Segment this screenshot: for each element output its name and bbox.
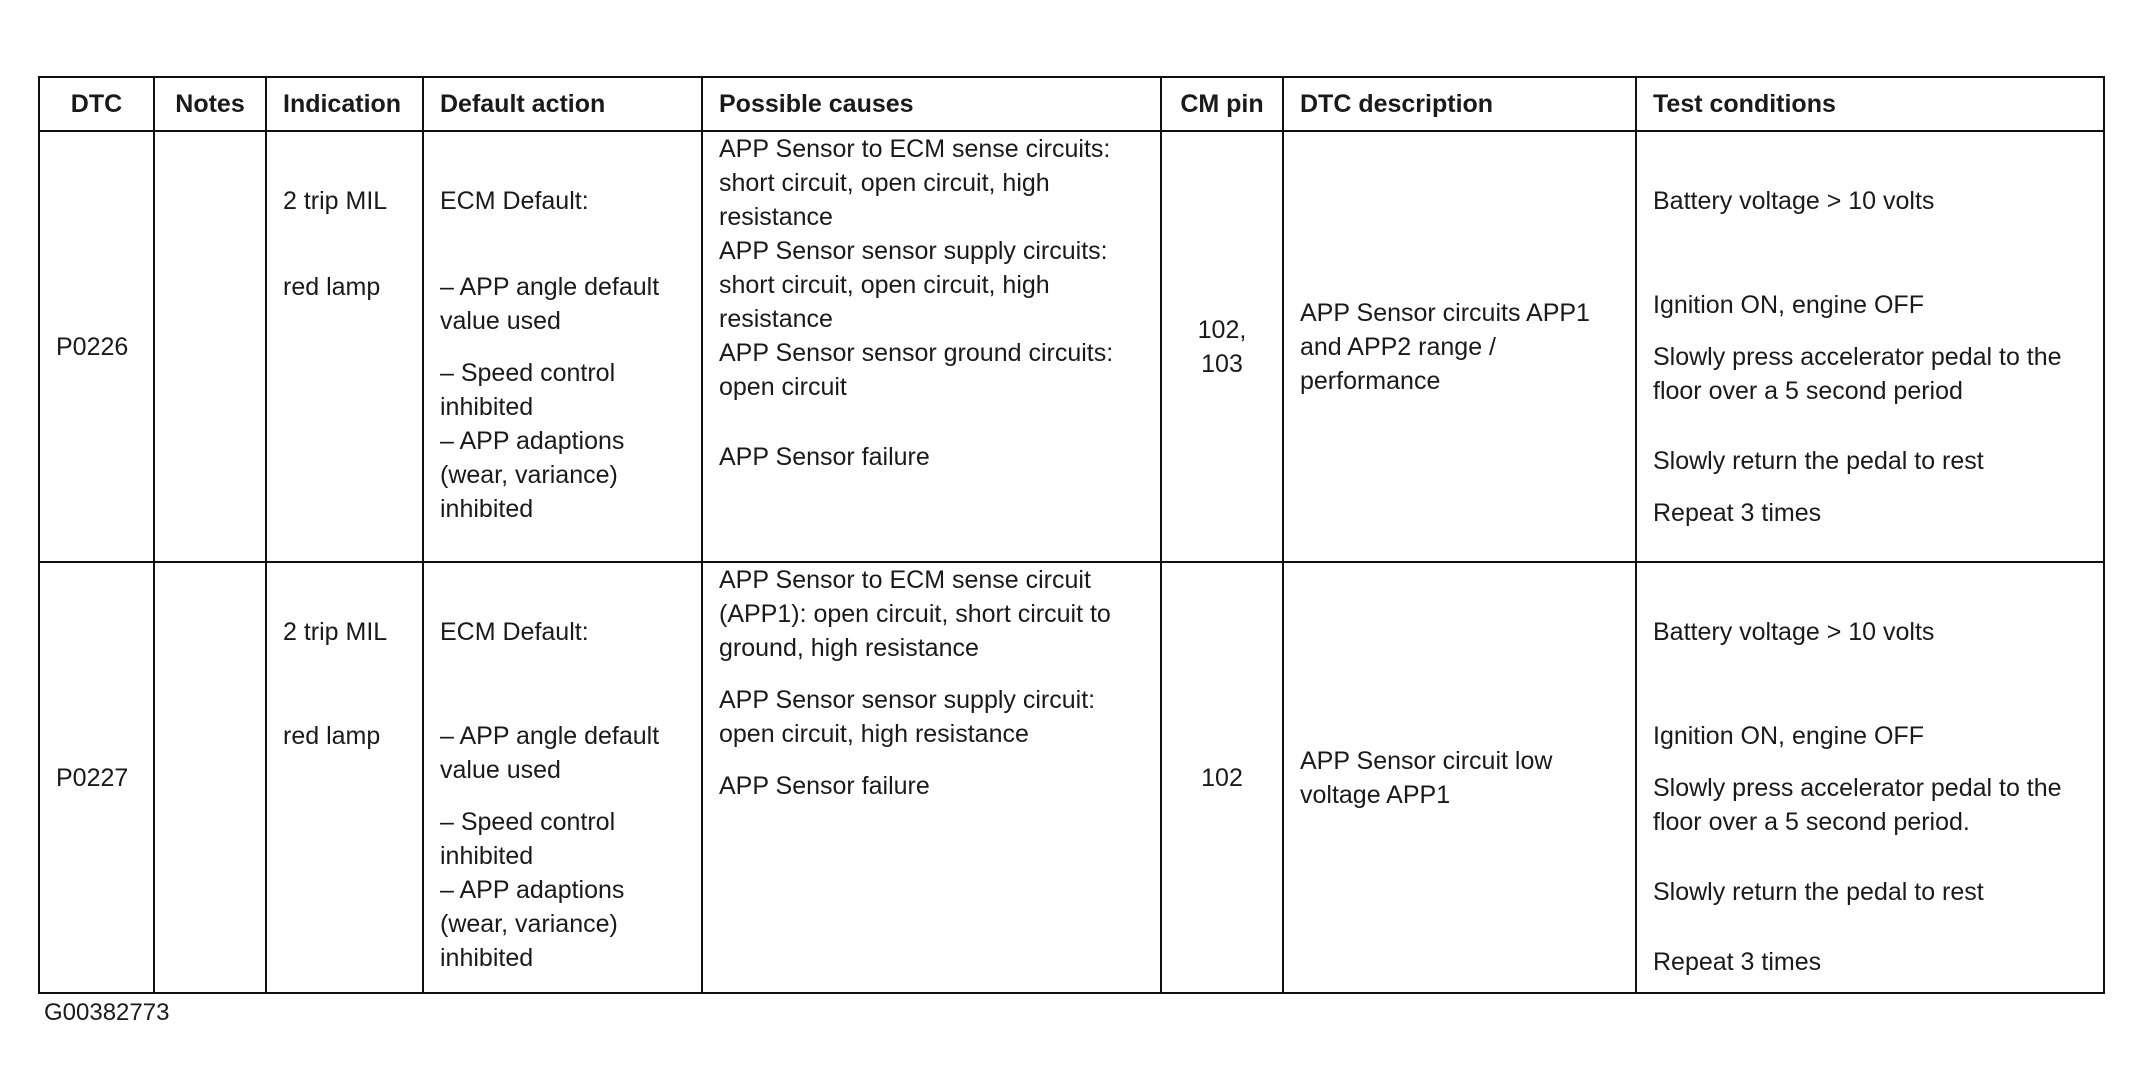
indication-cell xyxy=(266,131,423,562)
possible-cause: APP Sensor sensor ground circuits: open circuit xyxy=(719,339,1121,401)
test-condition: Slowly return the pedal to rest xyxy=(1653,447,1984,475)
cm-pin-cell: 102, 103 xyxy=(1161,131,1283,562)
notes-cell xyxy=(154,131,266,562)
possible-cause: APP Sensor to ECM sense circuit (APP1): open circuit, short circuit to ground, high resistance xyxy=(719,566,1118,662)
header-possible-causes: Possible causes xyxy=(702,77,1161,131)
possible-causes-cell xyxy=(702,131,1161,562)
table-row xyxy=(39,562,2104,993)
default-action-cell xyxy=(423,562,702,993)
cm-pin-cell: 102 xyxy=(1161,562,1283,993)
default-action-line: – Speed control inhibited xyxy=(440,808,623,870)
default-action-cell xyxy=(423,131,702,562)
header-test-conditions: Test conditions xyxy=(1636,77,2104,131)
test-condition: Slowly return the pedal to rest xyxy=(1653,878,1984,906)
indication-line: red lamp xyxy=(283,722,381,750)
test-conditions-cell xyxy=(1636,131,2104,562)
header-dtc-description: DTC description xyxy=(1283,77,1636,131)
possible-cause: APP Sensor sensor supply circuits: short circuit, open circuit, high resistance xyxy=(719,237,1115,333)
test-condition: Repeat 3 times xyxy=(1653,499,1822,527)
test-condition: Battery voltage > 10 volts xyxy=(1653,618,1935,646)
header-cm-pin: CM pin xyxy=(1161,77,1283,131)
indication-cell xyxy=(266,562,423,993)
possible-causes-cell xyxy=(702,562,1161,993)
possible-cause: APP Sensor to ECM sense circuits: short circuit, open circuit, high resistance xyxy=(719,135,1118,231)
table-row xyxy=(39,131,2104,562)
possible-cause: APP Sensor sensor supply circuit: open circuit, high resistance xyxy=(719,686,1103,748)
figure-id-label: G00382773 xyxy=(44,999,170,1026)
default-action-line: ECM Default: xyxy=(440,618,589,646)
test-condition: Ignition ON, engine OFF xyxy=(1653,722,1924,750)
dtc-description-cell: APP Sensor circuit low voltage APP1 xyxy=(1283,562,1636,993)
default-action-line: – Speed control inhibited xyxy=(440,359,623,421)
default-action-line: – APP adaptions (wear, variance) inhibited xyxy=(440,427,632,523)
test-condition: Battery voltage > 10 volts xyxy=(1653,187,1935,215)
dtc-code: P0226 xyxy=(39,131,154,562)
indication-line: 2 trip MIL xyxy=(283,187,388,215)
indication-line: 2 trip MIL xyxy=(283,618,388,646)
possible-cause: APP Sensor failure xyxy=(719,443,930,471)
default-action-line: – APP angle default value used xyxy=(440,273,667,335)
indication-line: red lamp xyxy=(283,273,381,301)
header-indication: Indication xyxy=(266,77,423,131)
dtc-code: P0227 xyxy=(39,562,154,993)
default-action-line: – APP angle default value used xyxy=(440,722,667,784)
header-dtc: DTC xyxy=(39,77,154,131)
default-action-line: ECM Default: xyxy=(440,187,589,215)
test-condition: Ignition ON, engine OFF xyxy=(1653,291,1924,319)
header-row xyxy=(39,77,2104,131)
test-condition: Slowly press accelerator pedal to the floor over a 5 second period xyxy=(1653,343,2069,405)
header-default-action: Default action xyxy=(423,77,702,131)
possible-cause: APP Sensor failure xyxy=(719,772,930,800)
test-condition: Repeat 3 times xyxy=(1653,948,1822,976)
default-action-line: – APP adaptions (wear, variance) inhibited xyxy=(440,876,632,972)
header-notes: Notes xyxy=(154,77,266,131)
dtc-table xyxy=(38,76,2105,994)
test-conditions-cell xyxy=(1636,562,2104,993)
test-condition: Slowly press accelerator pedal to the floor over a 5 second period. xyxy=(1653,774,2069,836)
notes-cell xyxy=(154,562,266,993)
dtc-description-cell: APP Sensor circuits APP1 and APP2 range / performance xyxy=(1283,131,1636,562)
